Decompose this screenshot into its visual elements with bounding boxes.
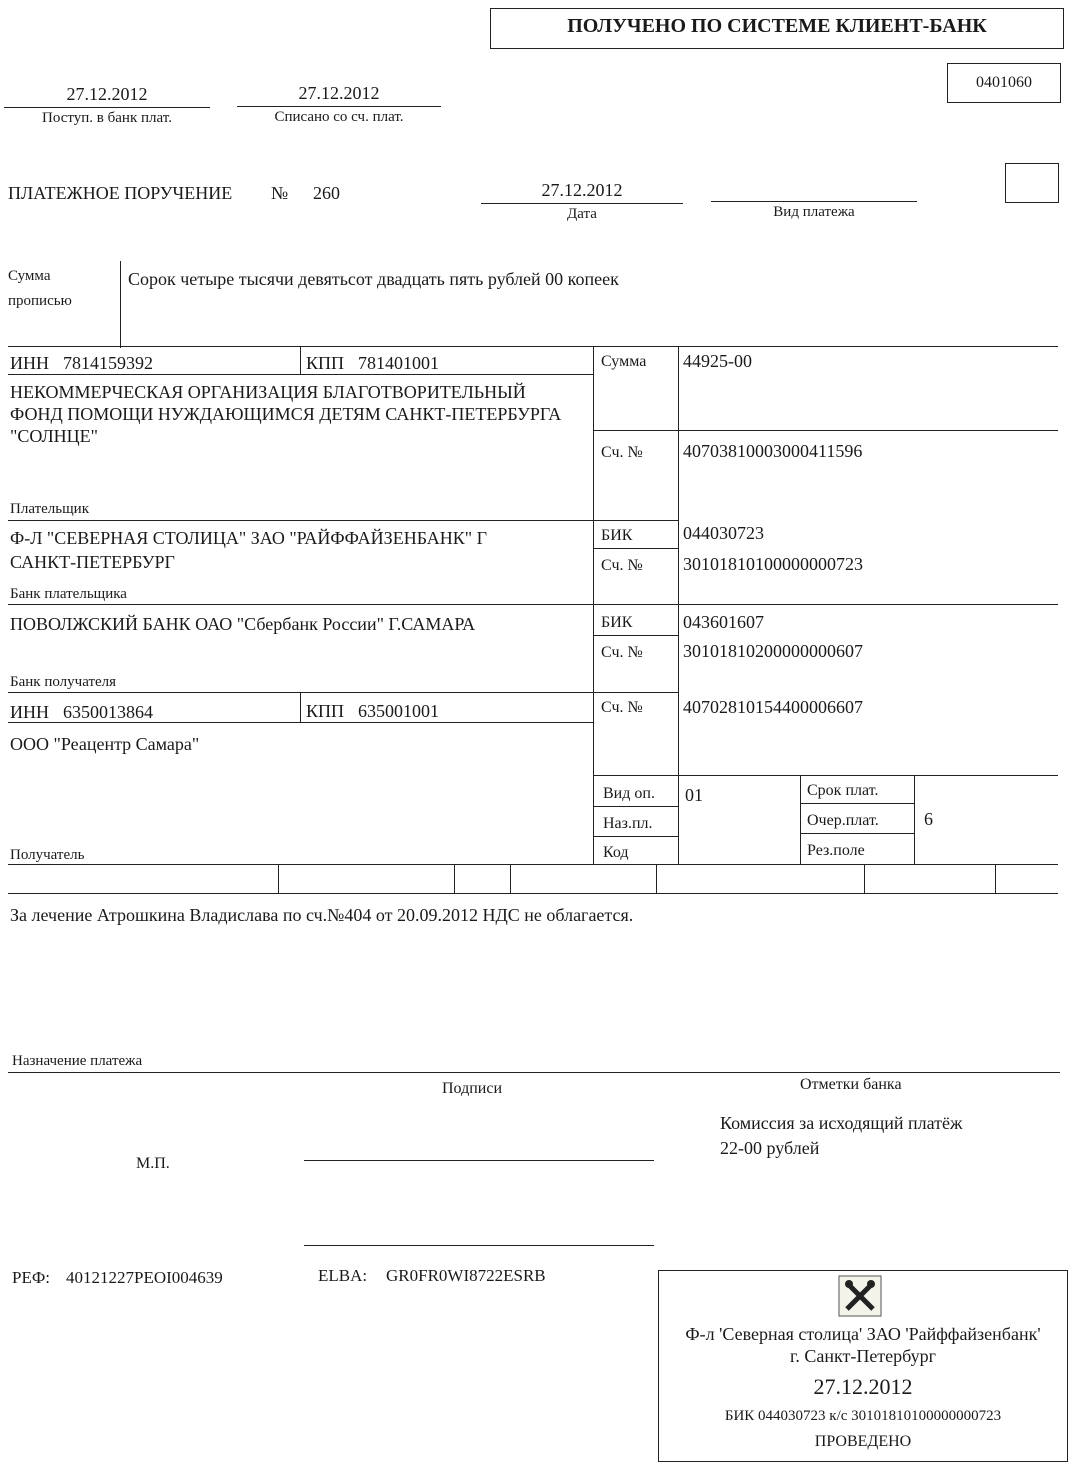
grid-line-bottom	[8, 864, 1058, 865]
payee-bank-name: ПОВОЛЖСКИЙ БАНК ОАО "Сбербанк России" Г.САМАРА	[10, 614, 476, 634]
signature-line-1	[304, 1160, 654, 1161]
payee-inn-label: ИНН	[10, 702, 49, 722]
bank-stamp-bik: БИК 044030723 к/с 30101810100000000723	[724, 1408, 1002, 1424]
tax-col-4	[656, 864, 657, 893]
amount-words-value: Сорок четыре тысячи девятьсот двадцать пять рублей 00 копеек	[128, 269, 619, 289]
details-row-2b	[800, 833, 914, 834]
elba-value: GR0FR0WI8722ESRB	[386, 1266, 546, 1285]
payer-bank-bottom-line	[8, 604, 1058, 605]
purpose-label: Назначение платежа	[12, 1053, 143, 1069]
debited-label: Списано со сч. плат.	[274, 109, 404, 125]
tax-col-1	[278, 864, 279, 893]
received-date-line	[4, 107, 210, 108]
details-row-2	[593, 836, 678, 837]
amount-words-label-2: прописью	[8, 293, 72, 309]
amount-words-label-1: Сумма	[8, 268, 51, 284]
payee-inn-kpp-divider	[300, 692, 301, 722]
debited-date: 27.12.2012	[298, 83, 380, 103]
tax-col-2	[454, 864, 455, 893]
purpose-bottom-line	[8, 1072, 1060, 1073]
tax-col-5	[864, 864, 865, 893]
payee-name: ООО "Реацентр Самара"	[10, 734, 200, 754]
term-label: Срок плат.	[807, 782, 879, 799]
priority-label: Очер.плат.	[807, 812, 879, 829]
client-bank-stamp-title: ПОЛУЧЕНО ПО СИСТЕМЕ КЛИЕНТ-БАНК	[567, 15, 987, 37]
payee-label: Получатель	[10, 847, 85, 863]
payer-name-line-3: "СОЛНЦЕ"	[10, 426, 99, 446]
amount-words-divider	[120, 261, 121, 348]
purpose-code-label: Наз.пл.	[603, 815, 653, 832]
order-title: ПЛАТЕЖНОЕ ПОРУЧЕНИЕ	[8, 183, 233, 203]
payer-label: Плательщик	[10, 501, 89, 517]
reserve-label: Рез.поле	[807, 842, 865, 859]
priority: 6	[924, 809, 933, 829]
payee-bank-bottom-line	[8, 692, 678, 693]
bank-stamp-line-2: г. Санкт-Петербург	[789, 1346, 937, 1366]
ref-value: 40121227PEOI004639	[66, 1268, 223, 1287]
payer-account-label: Сч. №	[601, 444, 643, 461]
payer-name-line-1: НЕКОММЕРЧЕСКАЯ ОРГАНИЗАЦИЯ БЛАГОТВОРИТЕЛЬНЫЙ	[10, 382, 526, 402]
details-row-1b	[800, 803, 914, 804]
purpose-text: За лечение Атрошкина Владислава по сч.№404 от 20.09.2012 НДС не облагается.	[10, 905, 634, 925]
commission-line-2: 22-00 рублей	[720, 1138, 820, 1158]
payee-bank-label: Банк получателя	[10, 674, 117, 690]
payer-amount: 44925-00	[683, 351, 752, 371]
order-number-sign: №	[271, 183, 289, 203]
payee-bank-bik-line	[593, 635, 678, 636]
payer-bank-bik: 044030723	[683, 523, 764, 543]
grid-col-1	[593, 346, 594, 864]
payee-kpp: 635001001	[358, 701, 439, 721]
ref-label: РЕФ:	[12, 1268, 50, 1287]
order-number: 260	[313, 183, 340, 203]
payer-kpp-label: КПП	[306, 353, 345, 373]
payment-type-label: Вид платежа	[773, 204, 855, 220]
payee-bank-account-label: Сч. №	[601, 644, 643, 661]
code-label: Код	[603, 844, 629, 861]
order-date-line	[481, 203, 683, 204]
payee-kpp-label: КПП	[306, 701, 345, 721]
bank-stamp-status: ПРОВЕДЕНО	[814, 1433, 912, 1450]
elba-label: ELBA:	[318, 1266, 368, 1285]
form-code: 0401060	[976, 74, 1032, 91]
bank-stamp-line-1: Ф-л 'Северная столица' ЗАО 'Райффайзенбанк'	[685, 1324, 1041, 1344]
grid-col-2	[678, 346, 679, 864]
payer-inn-label: ИНН	[10, 353, 49, 373]
received-date: 27.12.2012	[66, 84, 148, 104]
bank-stamp-date: 27.12.2012	[813, 1374, 913, 1399]
payer-amount-label: Сумма	[601, 353, 647, 370]
payer-name-line-2: ФОНД ПОМОЩИ НУЖДАЮЩИМСЯ ДЕТЯМ САНКТ-ПЕТЕРБУРГА	[10, 404, 562, 424]
payer-inn-line	[8, 374, 593, 375]
details-col-4	[914, 775, 915, 864]
tax-col-6	[995, 864, 996, 893]
details-col-3	[800, 775, 801, 864]
payer-inn: 7814159392	[63, 353, 153, 373]
payee-bank-bik: 043601607	[683, 612, 764, 632]
tax-row-bottom	[8, 893, 1058, 894]
payer-bank-account: 30101810100000000723	[683, 554, 863, 574]
signature-line-2	[304, 1245, 654, 1246]
payer-account: 40703810003000411596	[683, 441, 863, 461]
payment-type-line	[711, 201, 917, 202]
details-top-line	[593, 775, 1058, 776]
raiffeisen-logo-icon	[838, 1275, 882, 1317]
payer-bank-label: Банк плательщика	[10, 586, 127, 602]
signatures-label: Подписи	[442, 1080, 503, 1097]
op-type-label: Вид оп.	[603, 785, 655, 802]
seal-label: М.П.	[136, 1155, 170, 1172]
bank-marks-label: Отметки банка	[800, 1076, 902, 1093]
payer-kpp: 781401001	[358, 353, 439, 373]
payer-bank-bik-label: БИК	[601, 527, 633, 544]
received-label: Поступ. в банк плат.	[42, 110, 172, 126]
payer-bank-account-label: Сч. №	[601, 557, 643, 574]
payee-account-label: Сч. №	[601, 699, 643, 716]
debited-date-line	[237, 106, 441, 107]
payer-bottom-line	[8, 520, 678, 521]
payee-bank-bik-label: БИК	[601, 614, 633, 631]
payer-bank-bik-line	[593, 548, 678, 549]
account-line-payer	[593, 430, 1058, 431]
op-type: 01	[685, 785, 703, 805]
payee-inn: 6350013864	[63, 702, 153, 722]
payer-bank-name-line-1: Ф-Л "СЕВЕРНАЯ СТОЛИЦА" ЗАО "РАЙФФАЙЗЕНБАНК" Г	[10, 528, 488, 548]
payer-inn-kpp-divider	[300, 346, 301, 374]
order-date: 27.12.2012	[541, 180, 623, 200]
order-checkbox-box	[1005, 163, 1059, 203]
grid-line-top	[8, 346, 1058, 347]
tax-col-3	[510, 864, 511, 893]
payer-bank-name-line-2: САНКТ-ПЕТЕРБУРГ	[10, 552, 175, 572]
commission-line-1: Комиссия за исходящий платёж	[720, 1113, 963, 1133]
payee-account: 40702810154400006607	[683, 697, 863, 717]
details-row-1	[593, 806, 678, 807]
payee-bank-account: 30101810200000000607	[683, 641, 863, 661]
order-date-label: Дата	[567, 206, 597, 222]
